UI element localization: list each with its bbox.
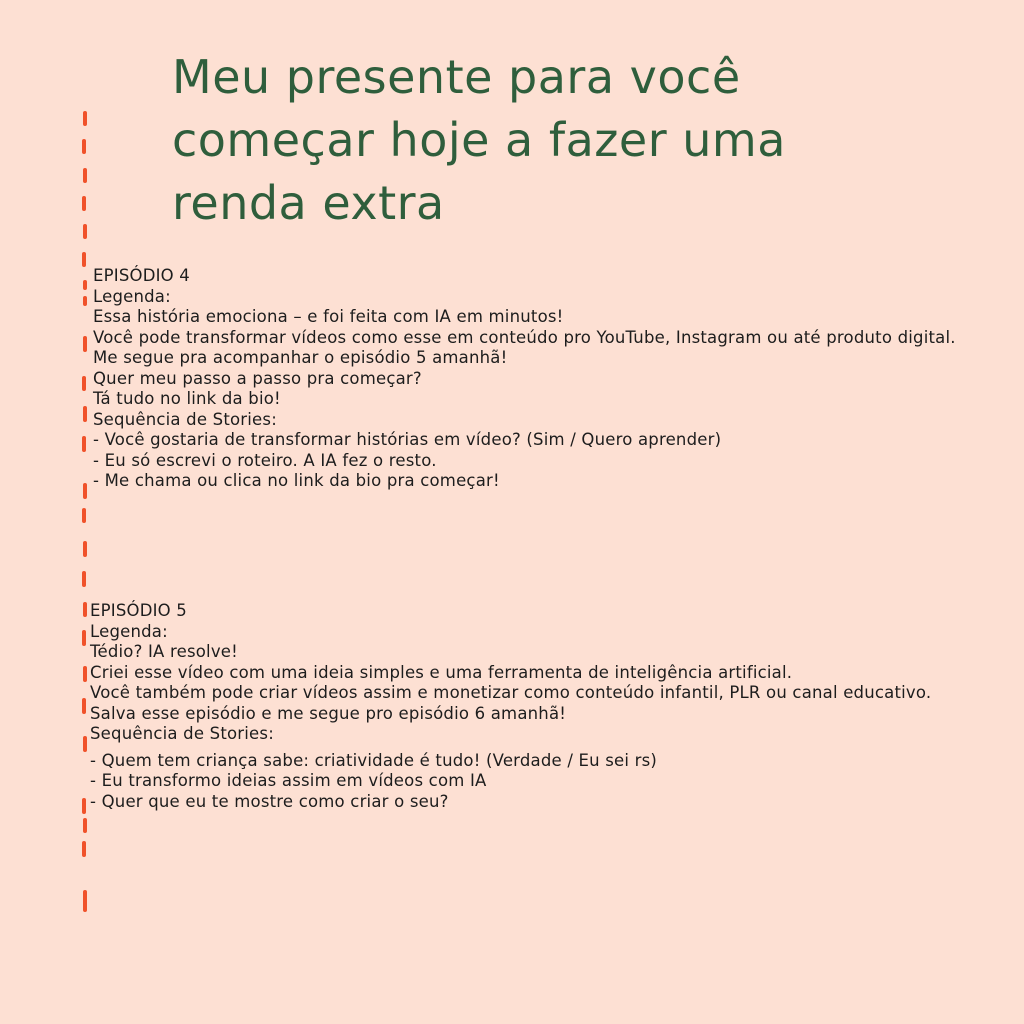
story-item: - Quem tem criança sabe: criatividade é tudo! (Verdade / Eu sei rs) [90,750,658,770]
title-line: Meu presente para você [172,50,741,104]
stories-label: Sequência de Stories: [93,409,277,429]
caption-label: Legenda: [93,286,171,306]
stories-label: Sequência de Stories: [90,724,274,743]
caption-line: Me segue pra acompanhar o episódio 5 amanhã! [93,348,508,367]
episode-heading: EPISÓDIO 5 [90,601,188,620]
story-item: - Eu só escrevi o roteiro. A IA fez o resto. [93,450,437,470]
caption-line: Criei esse vídeo com uma ideia simples e uma ferramenta de inteligência artificial. [90,662,793,682]
caption-line: Salva esse episódio e me segue pro episódio 6 amanhã! [90,703,567,723]
story-item: - Você gostaria de transformar histórias em vídeo? (Sim / Quero aprender) [93,430,722,449]
caption-line: Tá tudo no link da bio! [93,389,281,408]
caption-label: Legenda: [90,621,168,641]
title-line: renda extra [172,176,445,230]
caption-line: Você também pode criar vídeos assim e monetizar como conteúdo infantil, PLR ou canal educativo. [90,683,932,702]
caption-line: Quer meu passo a passo pra começar? [93,368,422,388]
story-item: - Eu transformo ideias assim em vídeos com IA [90,771,487,790]
title-line: começar hoje a fazer uma [172,113,786,167]
episode-5-block [90,601,1020,812]
caption-line: Você pode transformar vídeos como esse em conteúdo pro YouTube, Instagram ou até produto digital. [93,327,956,347]
story-item: - Me chama ou clica no link da bio pra começar! [93,471,500,490]
episode-4-block [93,266,1018,492]
episode-heading: EPISÓDIO 4 [93,266,191,285]
caption-line: Tédio? IA resolve! [90,642,238,661]
page-title [172,46,992,235]
story-item: - Quer que eu te mostre como criar o seu? [90,791,449,811]
caption-line: Essa história emociona – e foi feita com IA em minutos! [93,307,564,326]
